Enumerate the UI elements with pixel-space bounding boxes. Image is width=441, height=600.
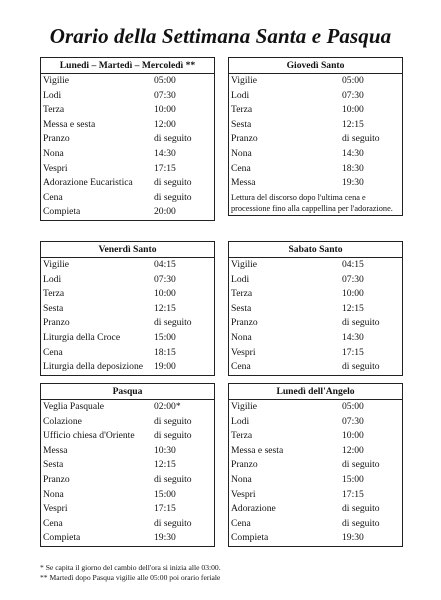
activity-name: Terza	[43, 288, 65, 300]
schedule-row	[41, 205, 214, 220]
activity-name: Adorazione Eucaristica	[43, 177, 133, 189]
activity-name: Terza	[231, 288, 253, 300]
footnote-tuesday: ** Martedì dopo Pasqua vigilie alle 05:00 poi orario feriale	[40, 573, 221, 582]
schedule-row	[229, 400, 402, 415]
activity-name: Compieta	[231, 532, 269, 544]
activity-name: Nona	[43, 147, 64, 159]
activity-name: Lodi	[231, 89, 250, 101]
activity-time: 19:30	[342, 532, 364, 544]
activity-name: Nona	[231, 331, 252, 343]
schedule-row	[41, 360, 214, 375]
schedule-row	[229, 473, 402, 488]
activity-name: Compieta	[43, 206, 81, 218]
schedule-rows	[229, 400, 402, 546]
schedule-row	[229, 346, 402, 361]
activity-name: Messa e sesta	[43, 118, 96, 130]
activity-name: Vespri	[231, 346, 256, 358]
activity-name: Sesta	[231, 302, 252, 314]
activity-name: Lodi	[43, 89, 62, 101]
schedule-rows	[229, 258, 402, 375]
activity-time: 10:00	[342, 288, 364, 300]
activity-time: 07:30	[342, 89, 364, 101]
activity-name: Sesta	[231, 118, 252, 130]
schedule-row	[229, 488, 402, 503]
activity-time: di seguito	[154, 473, 192, 485]
schedule-lunedi-angelo	[228, 383, 403, 547]
schedule-row	[41, 273, 214, 288]
activity-time: di seguito	[342, 361, 380, 373]
schedule-row	[41, 89, 214, 104]
schedule-row	[41, 488, 214, 503]
schedule-row	[41, 147, 214, 162]
box-heading: Pasqua	[41, 384, 214, 400]
activity-time: 12:00	[342, 444, 364, 456]
activity-time: 19:00	[154, 361, 176, 373]
schedule-row	[41, 400, 214, 415]
schedule-row	[229, 444, 402, 459]
activity-name: Pranzo	[231, 459, 258, 471]
activity-name: Terza	[43, 104, 65, 116]
activity-time: 14:30	[342, 331, 364, 343]
page-title: Orario della Settimana Santa e Pasqua	[49, 24, 392, 48]
activity-time: di seguito	[342, 317, 380, 329]
schedule-row	[41, 162, 214, 177]
activity-name: Compieta	[43, 532, 81, 544]
activity-name: Adorazione	[231, 503, 276, 515]
schedule-row	[229, 147, 402, 162]
activity-time: di seguito	[342, 133, 380, 145]
activity-name: Sesta	[43, 459, 64, 471]
activity-name: Pranzo	[43, 473, 70, 485]
activity-name: Lodi	[231, 415, 250, 427]
activity-time: 10:00	[154, 104, 176, 116]
activity-name: Ufficio chiesa d'Oriente	[43, 430, 135, 442]
box-heading: Lunedi – Martedì – Mercoledì **	[41, 58, 214, 74]
schedule-row	[229, 502, 402, 517]
activity-time: 14:30	[342, 147, 364, 159]
schedule-row	[41, 74, 214, 89]
activity-time: 12:15	[154, 459, 176, 471]
activity-name: Cena	[231, 517, 251, 529]
activity-time: di seguito	[154, 133, 192, 145]
schedule-row	[229, 132, 402, 147]
schedule-row	[229, 287, 402, 302]
activity-name: Lodi	[231, 273, 250, 285]
activity-name: Vespri	[43, 162, 68, 174]
schedule-row	[41, 331, 214, 346]
activity-time: 15:00	[154, 488, 176, 500]
schedule-row	[229, 302, 402, 317]
schedule-row	[229, 458, 402, 473]
activity-time: 10:30	[154, 444, 176, 456]
schedule-row	[41, 429, 214, 444]
schedule-row	[229, 176, 402, 191]
schedule-row	[41, 118, 214, 133]
activity-time: 04:15	[154, 259, 176, 270]
activity-name: Vigilie	[231, 401, 258, 412]
box-note: Lettura del discorso dopo l'ultima cena e processione fino alla cappellina per l'adorazione.	[231, 192, 393, 214]
activity-time: 02:00*	[154, 401, 181, 412]
activity-time: 18:15	[154, 346, 176, 358]
activity-name: Liturgia della deposizione	[43, 361, 143, 373]
box-heading: Sabato Santo	[229, 242, 402, 258]
schedule-row	[41, 191, 214, 206]
activity-time: 05:00	[342, 401, 364, 412]
activity-time: 07:30	[342, 415, 364, 427]
activity-name: Vigilie	[43, 75, 70, 86]
schedule-row	[41, 316, 214, 331]
activity-name: Cena	[43, 191, 63, 203]
activity-name: Terza	[231, 104, 253, 116]
box-heading: Venerdì Santo	[41, 242, 214, 258]
schedule-row	[41, 444, 214, 459]
activity-name: Pranzo	[231, 133, 258, 145]
activity-name: Veglia Pasquale	[43, 401, 105, 412]
schedule-row	[41, 458, 214, 473]
schedule-giovedi-santo	[228, 57, 403, 216]
schedule-row	[41, 103, 214, 118]
activity-name: Pranzo	[43, 133, 70, 145]
activity-name: Cena	[43, 517, 63, 529]
schedule-row	[41, 258, 214, 273]
schedule-row	[229, 162, 402, 177]
activity-time: 05:00	[342, 75, 364, 86]
activity-name: Messa	[43, 444, 68, 456]
schedule-row	[229, 74, 402, 89]
activity-name: Messa e sesta	[231, 444, 284, 456]
activity-time: 17:15	[342, 346, 364, 358]
activity-time: 15:00	[154, 331, 176, 343]
activity-time: 07:30	[154, 273, 176, 285]
activity-time: di seguito	[154, 191, 192, 203]
activity-name: Nona	[43, 488, 64, 500]
activity-time: 10:00	[154, 288, 176, 300]
schedule-row	[229, 517, 402, 532]
activity-time: 18:30	[342, 162, 364, 174]
schedule-row	[41, 415, 214, 430]
activity-time: 17:15	[154, 503, 176, 515]
schedule-rows	[41, 74, 214, 220]
activity-name: Colazione	[43, 415, 82, 427]
activity-name: Pranzo	[231, 317, 258, 329]
activity-name: Vespri	[43, 503, 68, 515]
activity-time: di seguito	[342, 503, 380, 515]
activity-time: di seguito	[154, 317, 192, 329]
activity-time: di seguito	[154, 415, 192, 427]
schedule-row	[41, 517, 214, 532]
schedule-row	[229, 331, 402, 346]
activity-name: Vigilie	[231, 75, 258, 86]
schedule-lun-mar-mer	[40, 57, 215, 221]
schedule-row	[229, 273, 402, 288]
activity-name: Vigilie	[43, 259, 70, 270]
schedule-row	[41, 176, 214, 191]
activity-time: 17:15	[154, 162, 176, 174]
schedule-row	[229, 118, 402, 133]
activity-time: 19:30	[154, 532, 176, 544]
footnotes	[40, 563, 221, 583]
activity-name: Terza	[231, 430, 253, 442]
activity-name: Cena	[231, 162, 251, 174]
schedule-row	[229, 89, 402, 104]
schedule-sabato-santo	[228, 241, 403, 376]
schedule-pasqua	[40, 383, 215, 547]
activity-name: Nona	[231, 473, 252, 485]
schedule-rows	[41, 400, 214, 546]
activity-time: di seguito	[154, 430, 192, 442]
activity-time: 04:15	[342, 259, 364, 270]
activity-time: 20:00	[154, 206, 176, 218]
activity-time: 07:30	[154, 89, 176, 101]
activity-time: 12:15	[154, 302, 176, 314]
activity-name: Vespri	[231, 488, 256, 500]
activity-time: 12:15	[342, 302, 364, 314]
box-heading: Giovedì Santo	[229, 58, 402, 74]
schedule-row	[41, 346, 214, 361]
activity-time: 17:15	[342, 488, 364, 500]
activity-time: di seguito	[342, 459, 380, 471]
footnote-dst: * Se capita il giorno del cambio dell'ora si inizia alle 03:00.	[40, 563, 221, 572]
activity-name: Liturgia della Croce	[43, 331, 121, 343]
schedule-row	[229, 103, 402, 118]
activity-time: 05:00	[154, 75, 176, 86]
activity-name: Lodi	[43, 273, 62, 285]
activity-time: 15:00	[342, 473, 364, 485]
schedule-row	[41, 132, 214, 147]
activity-name: Pranzo	[43, 317, 70, 329]
schedule-row	[229, 429, 402, 444]
activity-time: 10:00	[342, 104, 364, 116]
activity-name: Vigilie	[231, 259, 258, 270]
schedule-row	[229, 360, 402, 375]
schedule-row	[229, 258, 402, 273]
activity-name: Sesta	[43, 302, 64, 314]
activity-name: Cena	[231, 361, 251, 373]
activity-time: 07:30	[342, 273, 364, 285]
activity-name: Messa	[231, 177, 256, 189]
schedule-row	[229, 415, 402, 430]
schedule-row	[41, 502, 214, 517]
schedule-row	[41, 531, 214, 546]
activity-time: 14:30	[154, 147, 176, 159]
schedule-row	[41, 287, 214, 302]
schedule-row	[41, 302, 214, 317]
schedule-row	[41, 473, 214, 488]
activity-time: 19:30	[342, 177, 364, 189]
schedule-row	[229, 531, 402, 546]
box-heading: Lunedì dell'Angelo	[229, 384, 402, 400]
activity-time: 12:00	[154, 118, 176, 130]
schedule-rows	[229, 74, 402, 191]
schedule-venerdi-santo	[40, 241, 215, 376]
activity-name: Cena	[43, 346, 63, 358]
activity-time: 12:15	[342, 118, 364, 130]
activity-time: 10:00	[342, 430, 364, 442]
schedule-row	[229, 316, 402, 331]
activity-time: di seguito	[342, 517, 380, 529]
activity-time: di seguito	[154, 517, 192, 529]
activity-name: Nona	[231, 147, 252, 159]
schedule-rows	[41, 258, 214, 375]
activity-time: di seguito	[154, 177, 192, 189]
